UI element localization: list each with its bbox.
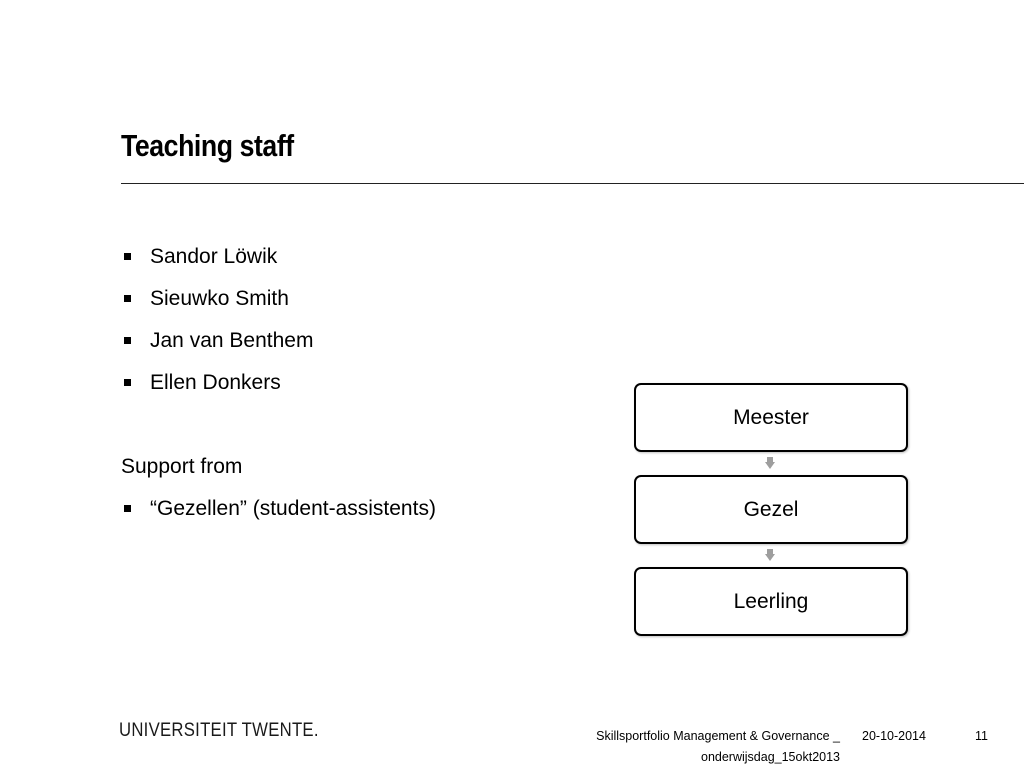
support-item xyxy=(121,488,591,530)
staff-item xyxy=(121,362,591,404)
staff-list xyxy=(121,236,591,404)
diagram-node-gezel: Gezel xyxy=(634,475,908,544)
staff-name: Sieuwko Smith xyxy=(150,287,289,310)
title-divider xyxy=(121,183,1024,184)
staff-item xyxy=(121,236,591,278)
diagram-node-meester: Meester xyxy=(634,383,908,452)
staff-name: Jan van Benthem xyxy=(150,329,314,352)
square-bullet-icon xyxy=(124,505,131,512)
support-item-text: “Gezellen” (student-assistents) xyxy=(150,497,436,520)
staff-name: Sandor Löwik xyxy=(150,245,278,268)
square-bullet-icon xyxy=(124,379,131,386)
university-logo: UNIVERSITEIT TWENTE. xyxy=(119,720,319,741)
staff-item xyxy=(121,320,591,362)
presentation-name-line2: onderwijsdag_15okt2013 xyxy=(701,750,840,764)
presentation-name-line1: Skillsportfolio Management & Governance _ xyxy=(596,729,840,743)
staff-name: Ellen Donkers xyxy=(150,371,281,394)
down-arrow-icon xyxy=(765,549,775,561)
down-arrow-icon xyxy=(765,457,775,469)
square-bullet-icon xyxy=(124,253,131,260)
footer-date: 20-10-2014 xyxy=(862,729,926,743)
support-list xyxy=(121,488,591,530)
support-heading: Support from xyxy=(121,455,243,478)
spacer xyxy=(121,404,591,446)
diagram-node-leerling: Leerling xyxy=(634,567,908,636)
square-bullet-icon xyxy=(124,337,131,344)
slide-content xyxy=(121,236,591,530)
hierarchy-diagram xyxy=(634,383,908,637)
square-bullet-icon xyxy=(124,295,131,302)
presentation-name xyxy=(540,726,840,768)
staff-item xyxy=(121,278,591,320)
slide-title: Teaching staff xyxy=(121,128,294,163)
page-number: 11 xyxy=(975,729,988,743)
